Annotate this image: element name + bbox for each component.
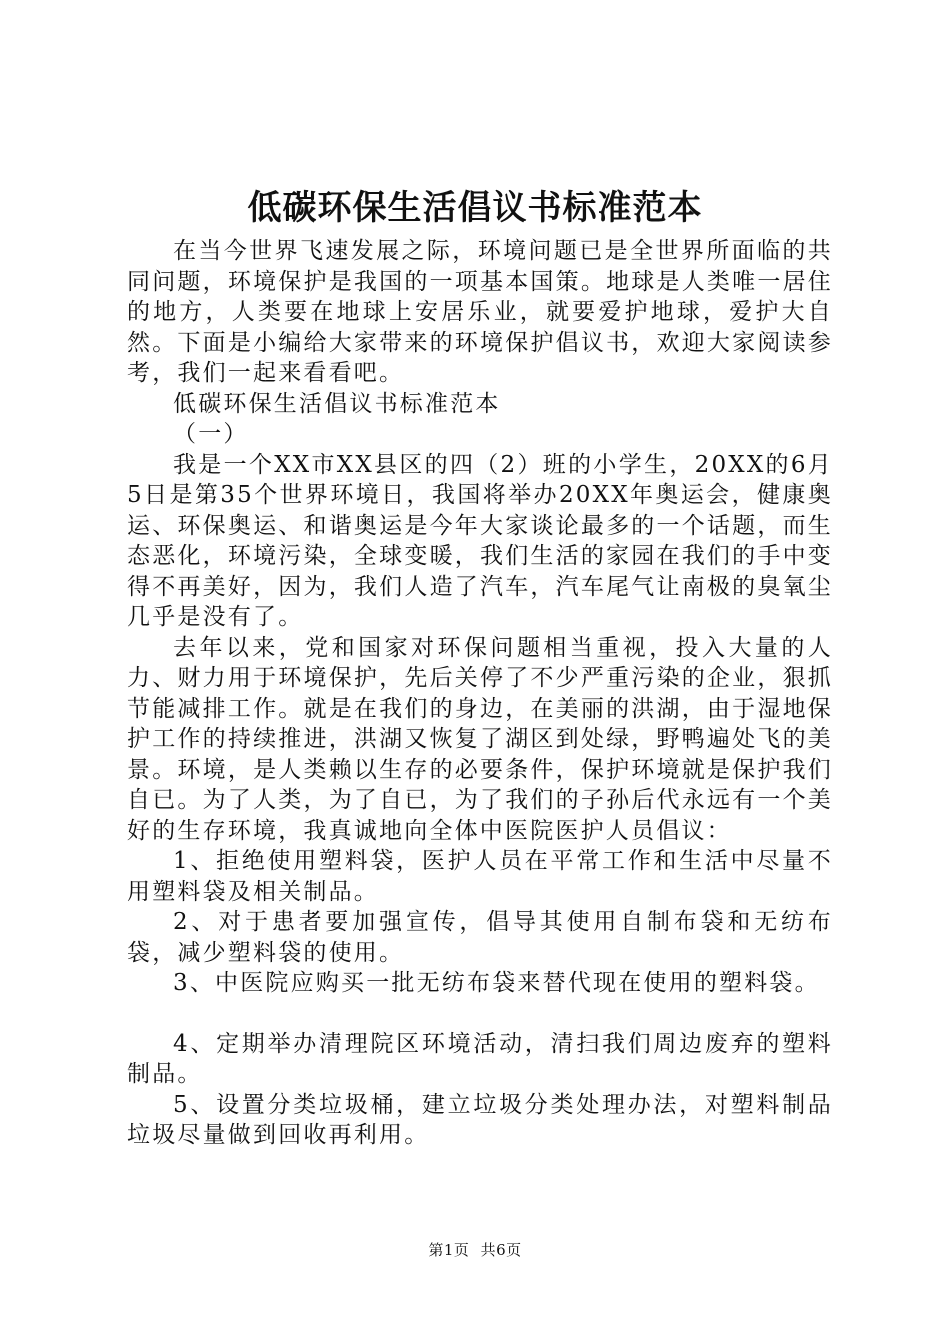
- body-paragraph: 我是一个XX市XX县区的四（2）班的小学生，20XX的6月5日是第35个世界环境日，我国将举办20XX年奥运会，健康奥运、环保奥运、和谐奥运是今年大家谈论最多的一个话题，而生态恶化，环境污染，全球变暖，我们生活的家园在我们的手中变得不再美好，因为，我们人造了汽车，汽车尾气让南极的臭氧尘几乎是没有了。: [127, 451, 833, 630]
- proposal-item: 3、中医院应购买一批无纺布袋来替代现在使用的塑料袋。: [173, 970, 820, 996]
- proposal-item: 1、拒绝使用塑料袋，医护人员在平常工作和生活中尽量不用塑料袋及相关制品。: [127, 848, 833, 905]
- section-heading: 低碳环保生活倡议书标准范本: [173, 390, 501, 417]
- document-body: [127, 236, 833, 1151]
- section-number: （一）: [173, 421, 249, 447]
- proposal-item: 2、对于患者要加强宣传，倡导其使用自制布袋和无纺布袋，减少塑料袋的使用。: [127, 909, 833, 966]
- page-total: 共6页: [480, 1241, 522, 1259]
- document-title: 低碳环保生活倡议书标准范本: [247, 188, 703, 228]
- proposal-item: 4、定期举办清理院区环境活动，清扫我们周边废弃的塑料制品。: [127, 1030, 833, 1087]
- intro-paragraph: 在当今世界飞速发展之际，环境问题已是全世界所面临的共同问题，环境保护是我国的一项基本国策。地球是人类唯一居住的地方，人类要在地球上安居乐业，就要爱护地球，爱护大自然。下面是小编给大家带来的环境保护倡议书，欢迎大家阅读参考，我们一起来看看吧。: [127, 238, 833, 386]
- page-number: 第1页: [428, 1241, 470, 1259]
- proposal-item: 5、设置分类垃圾桶，建立垃圾分类处理办法，对塑料制品垃圾尽量做到回收再利用。: [127, 1091, 833, 1148]
- page-footer: [0, 1240, 950, 1260]
- body-paragraph: 去年以来，党和国家对环保问题相当重视，投入大量的人力、财力用于环境保护，先后关停了不少严重污染的企业，狠抓节能减排工作。就是在我们的身边，在美丽的洪湖，由于湿地保护工作的持续推进，洪湖又恢复了湖区到处绿，野鸭遍处飞的美景。环境，是人类赖以生存的必要条件，保护环境就是保护我们自已。为了人类，为了自已，为了我们的子孙后代永远有一个美好的生存环境，我真诚地向全体中医院医护人员倡议：: [127, 634, 833, 844]
